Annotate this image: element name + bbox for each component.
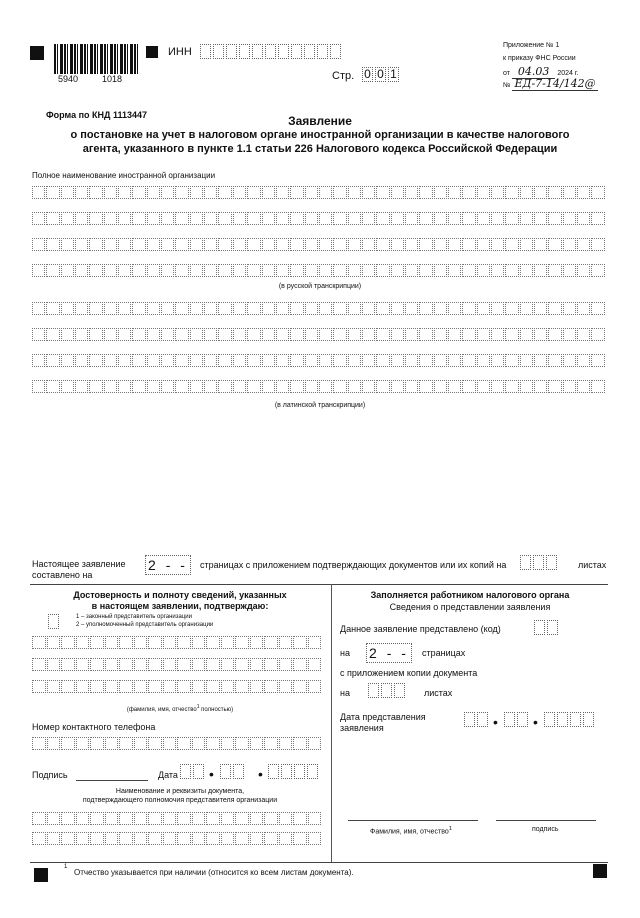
page-digit: 0 (362, 67, 373, 82)
appendix-line4 (503, 77, 598, 90)
docs-title-2: подтверждающего полномочия представителя организации (82, 797, 278, 804)
sign-date-day[interactable] (180, 764, 206, 779)
staff-pages-label: страницах (422, 648, 466, 658)
staff-sheets-cells[interactable] (368, 683, 407, 698)
submission-date-month[interactable] (504, 712, 530, 727)
org-name-ru-row-1[interactable] (32, 186, 606, 199)
appendix-line1: Приложение № 1 (503, 42, 560, 49)
date-dot: • (209, 766, 214, 782)
inn-cell[interactable] (291, 44, 302, 59)
inn-cell[interactable] (304, 44, 315, 59)
corner-marker-top-mid (146, 46, 158, 58)
pages-count-field[interactable]: 2 - - (145, 555, 191, 575)
date-dot: • (493, 714, 498, 730)
staff-signature-line[interactable] (496, 820, 596, 821)
staff-sheets-label: листах (424, 688, 453, 698)
fio-caption-end: полностью) (201, 707, 234, 713)
fio-caption (30, 704, 330, 713)
staff-fio-caption-text: Фамилия, имя, отчество (370, 828, 449, 836)
signature-label: Подпись (32, 770, 68, 780)
option-legal-rep: 1 – законный представитель организации (76, 614, 193, 620)
docs-title-1: Наименование и реквизиты документа, (115, 788, 245, 795)
barcode-number-right: 1018 (102, 74, 123, 84)
appendix-number: ЕД-7-14/142@ (514, 77, 596, 90)
option-authorized-rep: 2 – уполномоченный представитель организации (76, 622, 214, 628)
left-panel-title-2: в настоящем заявлении, подтверждаю: (91, 601, 269, 611)
docs-row-1[interactable] (32, 812, 322, 825)
panel-top-line (30, 584, 608, 585)
panel-bottom-line (30, 862, 608, 863)
corner-marker-top-left (30, 46, 44, 60)
russian-caption: (в русской транскрипции) (278, 283, 362, 290)
staff-fio-note: 1 (448, 826, 452, 832)
corner-marker-bottom-right (593, 864, 607, 878)
appendix-number-prefix: № (503, 82, 511, 89)
staff-pages-field[interactable]: 2 - - (366, 643, 412, 663)
appendix-date: 04.03 (512, 65, 556, 79)
inn-cells[interactable] (200, 44, 343, 59)
form-code: Форма по КНД 1113447 (46, 110, 147, 120)
org-name-ru-row-2[interactable] (32, 212, 606, 225)
org-name-lat-row-2[interactable] (32, 328, 606, 341)
form-title: Заявление (288, 114, 352, 128)
docs-row-2[interactable] (32, 832, 322, 845)
page-cells (362, 67, 401, 82)
pages-label-2: составлено на (32, 570, 93, 580)
code-cells[interactable] (534, 620, 560, 635)
submission-date-year[interactable] (544, 712, 596, 727)
on-label: на (340, 648, 350, 658)
signer-name-row-2[interactable] (32, 658, 322, 671)
phone-row[interactable] (32, 737, 322, 750)
inn-cell[interactable] (278, 44, 289, 59)
staff-signature-caption: подпись (532, 826, 559, 833)
submission-date-day[interactable] (464, 712, 490, 727)
inn-cell[interactable] (213, 44, 224, 59)
sheets-cell[interactable] (546, 555, 557, 570)
phone-label: Номер контактного телефона (32, 722, 156, 732)
submission-date-label-2: заявления (340, 723, 384, 733)
inn-cell[interactable] (200, 44, 211, 59)
form-subtitle-line1: о постановке на учет в налоговом органе иностранной организации в качестве налогового (70, 129, 570, 141)
sheets-label: листах (578, 560, 607, 570)
appendix-from-prefix: от (503, 70, 510, 77)
sign-date-year[interactable] (268, 764, 320, 779)
inn-cell[interactable] (252, 44, 263, 59)
sheets-count-cells[interactable] (520, 555, 559, 570)
code-label: Данное заявление представлено (код) (340, 624, 501, 634)
footnote-text: Отчество указывается при наличии (относится ко всем листам документа). (74, 868, 354, 877)
appendix-line2: к приказу ФНС России (503, 55, 576, 62)
signature-line[interactable] (76, 780, 148, 781)
sheets-cell[interactable] (533, 555, 544, 570)
inn-cell[interactable] (239, 44, 250, 59)
date-dot: • (533, 714, 538, 730)
fio-caption-note: 1 (196, 704, 200, 710)
pages-label-1: Настоящее заявление (32, 559, 126, 569)
panel-divider (331, 584, 332, 862)
staff-fio-line[interactable] (348, 820, 478, 821)
left-panel-title-1: Достоверность и полноту сведений, указанных (73, 590, 287, 600)
submission-date-label-1: Дата представления (340, 712, 426, 722)
page-digit: 1 (388, 67, 399, 82)
inn-cell[interactable] (330, 44, 341, 59)
inn-label: ИНН (168, 46, 192, 58)
staff-fio-caption (370, 826, 452, 835)
right-panel-title: Заполняется работником налогового органа (370, 590, 570, 600)
fio-caption-text: (фамилия, имя, отчество (126, 707, 197, 713)
barcode-number-left: 5940 (58, 74, 79, 84)
appendix-year: 2024 г. (557, 70, 579, 77)
on-label-2: на (340, 688, 350, 698)
date-dot: • (258, 766, 263, 782)
sign-date-month[interactable] (220, 764, 246, 779)
latin-caption: (в латинской транскрипции) (274, 402, 366, 409)
copies-label: с приложением копии документа (340, 668, 478, 678)
org-name-label: Полное наименование иностранной организации (32, 171, 216, 180)
barcode (54, 44, 140, 74)
footnote-marker: 1 (64, 864, 68, 870)
org-name-ru-row-4[interactable] (32, 264, 606, 277)
corner-marker-bottom-left (34, 868, 48, 882)
inn-cell[interactable] (226, 44, 237, 59)
right-panel-subtitle: Сведения о представлении заявления (389, 602, 551, 612)
pages-middle-text: страницах с приложением подтверждающих документов или их копий на (200, 560, 507, 570)
inn-cell[interactable] (317, 44, 328, 59)
org-name-lat-row-3[interactable] (32, 354, 606, 367)
inn-cell[interactable] (265, 44, 276, 59)
signer-name-row-1[interactable] (32, 636, 322, 649)
page-label: Стр. (332, 70, 355, 82)
org-name-lat-row-1[interactable] (32, 302, 606, 315)
sheets-cell[interactable] (520, 555, 531, 570)
page-digit: 0 (375, 67, 386, 82)
signer-name-row-3[interactable] (32, 680, 322, 693)
representative-type-cell[interactable] (48, 614, 59, 629)
org-name-ru-row-3[interactable] (32, 238, 606, 251)
org-name-lat-row-4[interactable] (32, 380, 606, 393)
form-subtitle-line2: агента, указанного в пункте 1.1 статьи 226 Налогового кодекса Российской Федерации (82, 143, 558, 155)
date-label: Дата (158, 770, 178, 780)
